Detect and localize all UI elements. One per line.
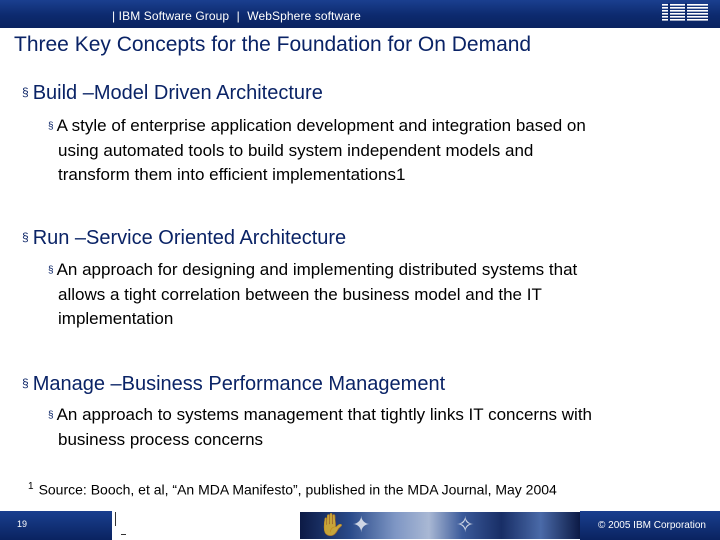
footnote (28, 481, 557, 498)
section-heading-manage (22, 373, 445, 396)
footnote-text: Source: Booch, et al, “An MDA Manifesto”, published in the MDA Journal, May 2004 (38, 481, 557, 498)
ibm-logo-icon (662, 3, 708, 22)
detail-line: An approach for designing and implementing distributed systems that (56, 260, 578, 279)
detail-line: An approach to systems management that tightly links IT concerns with (56, 405, 593, 424)
star-icon: ✧ (456, 512, 475, 537)
bullet-icon: § (48, 265, 54, 276)
header-separator: | (112, 9, 116, 23)
detail-line: using automated tools to build system independent models and (58, 141, 534, 160)
section-detail-manage (48, 403, 698, 452)
header-separator: | (236, 9, 240, 23)
detail-line: implementation (58, 309, 174, 328)
section-heading-text: Run –Service Oriented Architecture (32, 227, 347, 249)
section-heading-run (22, 227, 346, 250)
bullet-icon: § (48, 410, 54, 421)
detail-line: A style of enterprise application development and integration based on (56, 116, 586, 135)
bullet-icon: § (22, 85, 29, 99)
hands-icon: ✋ (318, 512, 346, 537)
page-number: 19 (17, 519, 28, 529)
section-heading-text: Manage –Business Performance Management (32, 373, 446, 395)
bullet-icon: § (48, 121, 54, 132)
copyright-text: © 2005 IBM Corporation (598, 520, 706, 531)
header-text (112, 9, 361, 23)
section-detail-run (48, 258, 698, 331)
footer-divider-icon (113, 510, 143, 540)
section-heading-build (22, 82, 323, 105)
bullet-icon: § (22, 230, 29, 244)
section-heading-text: Build –Model Driven Architecture (32, 82, 323, 104)
header-group: IBM Software Group (118, 9, 230, 23)
header-product: WebSphere software (247, 9, 361, 23)
figure-icon: ✦ (352, 512, 371, 537)
detail-line: business process concerns (58, 430, 264, 449)
bullet-icon: § (22, 376, 29, 390)
detail-line: transform them into efficient implementations1 (58, 165, 406, 184)
slide-title: Three Key Concepts for the Foundation for On Demand (14, 33, 532, 56)
section-detail-build (48, 114, 698, 187)
footnote-marker: 1 (28, 481, 34, 492)
detail-line: allows a tight correlation between the business model and the IT (58, 285, 542, 304)
